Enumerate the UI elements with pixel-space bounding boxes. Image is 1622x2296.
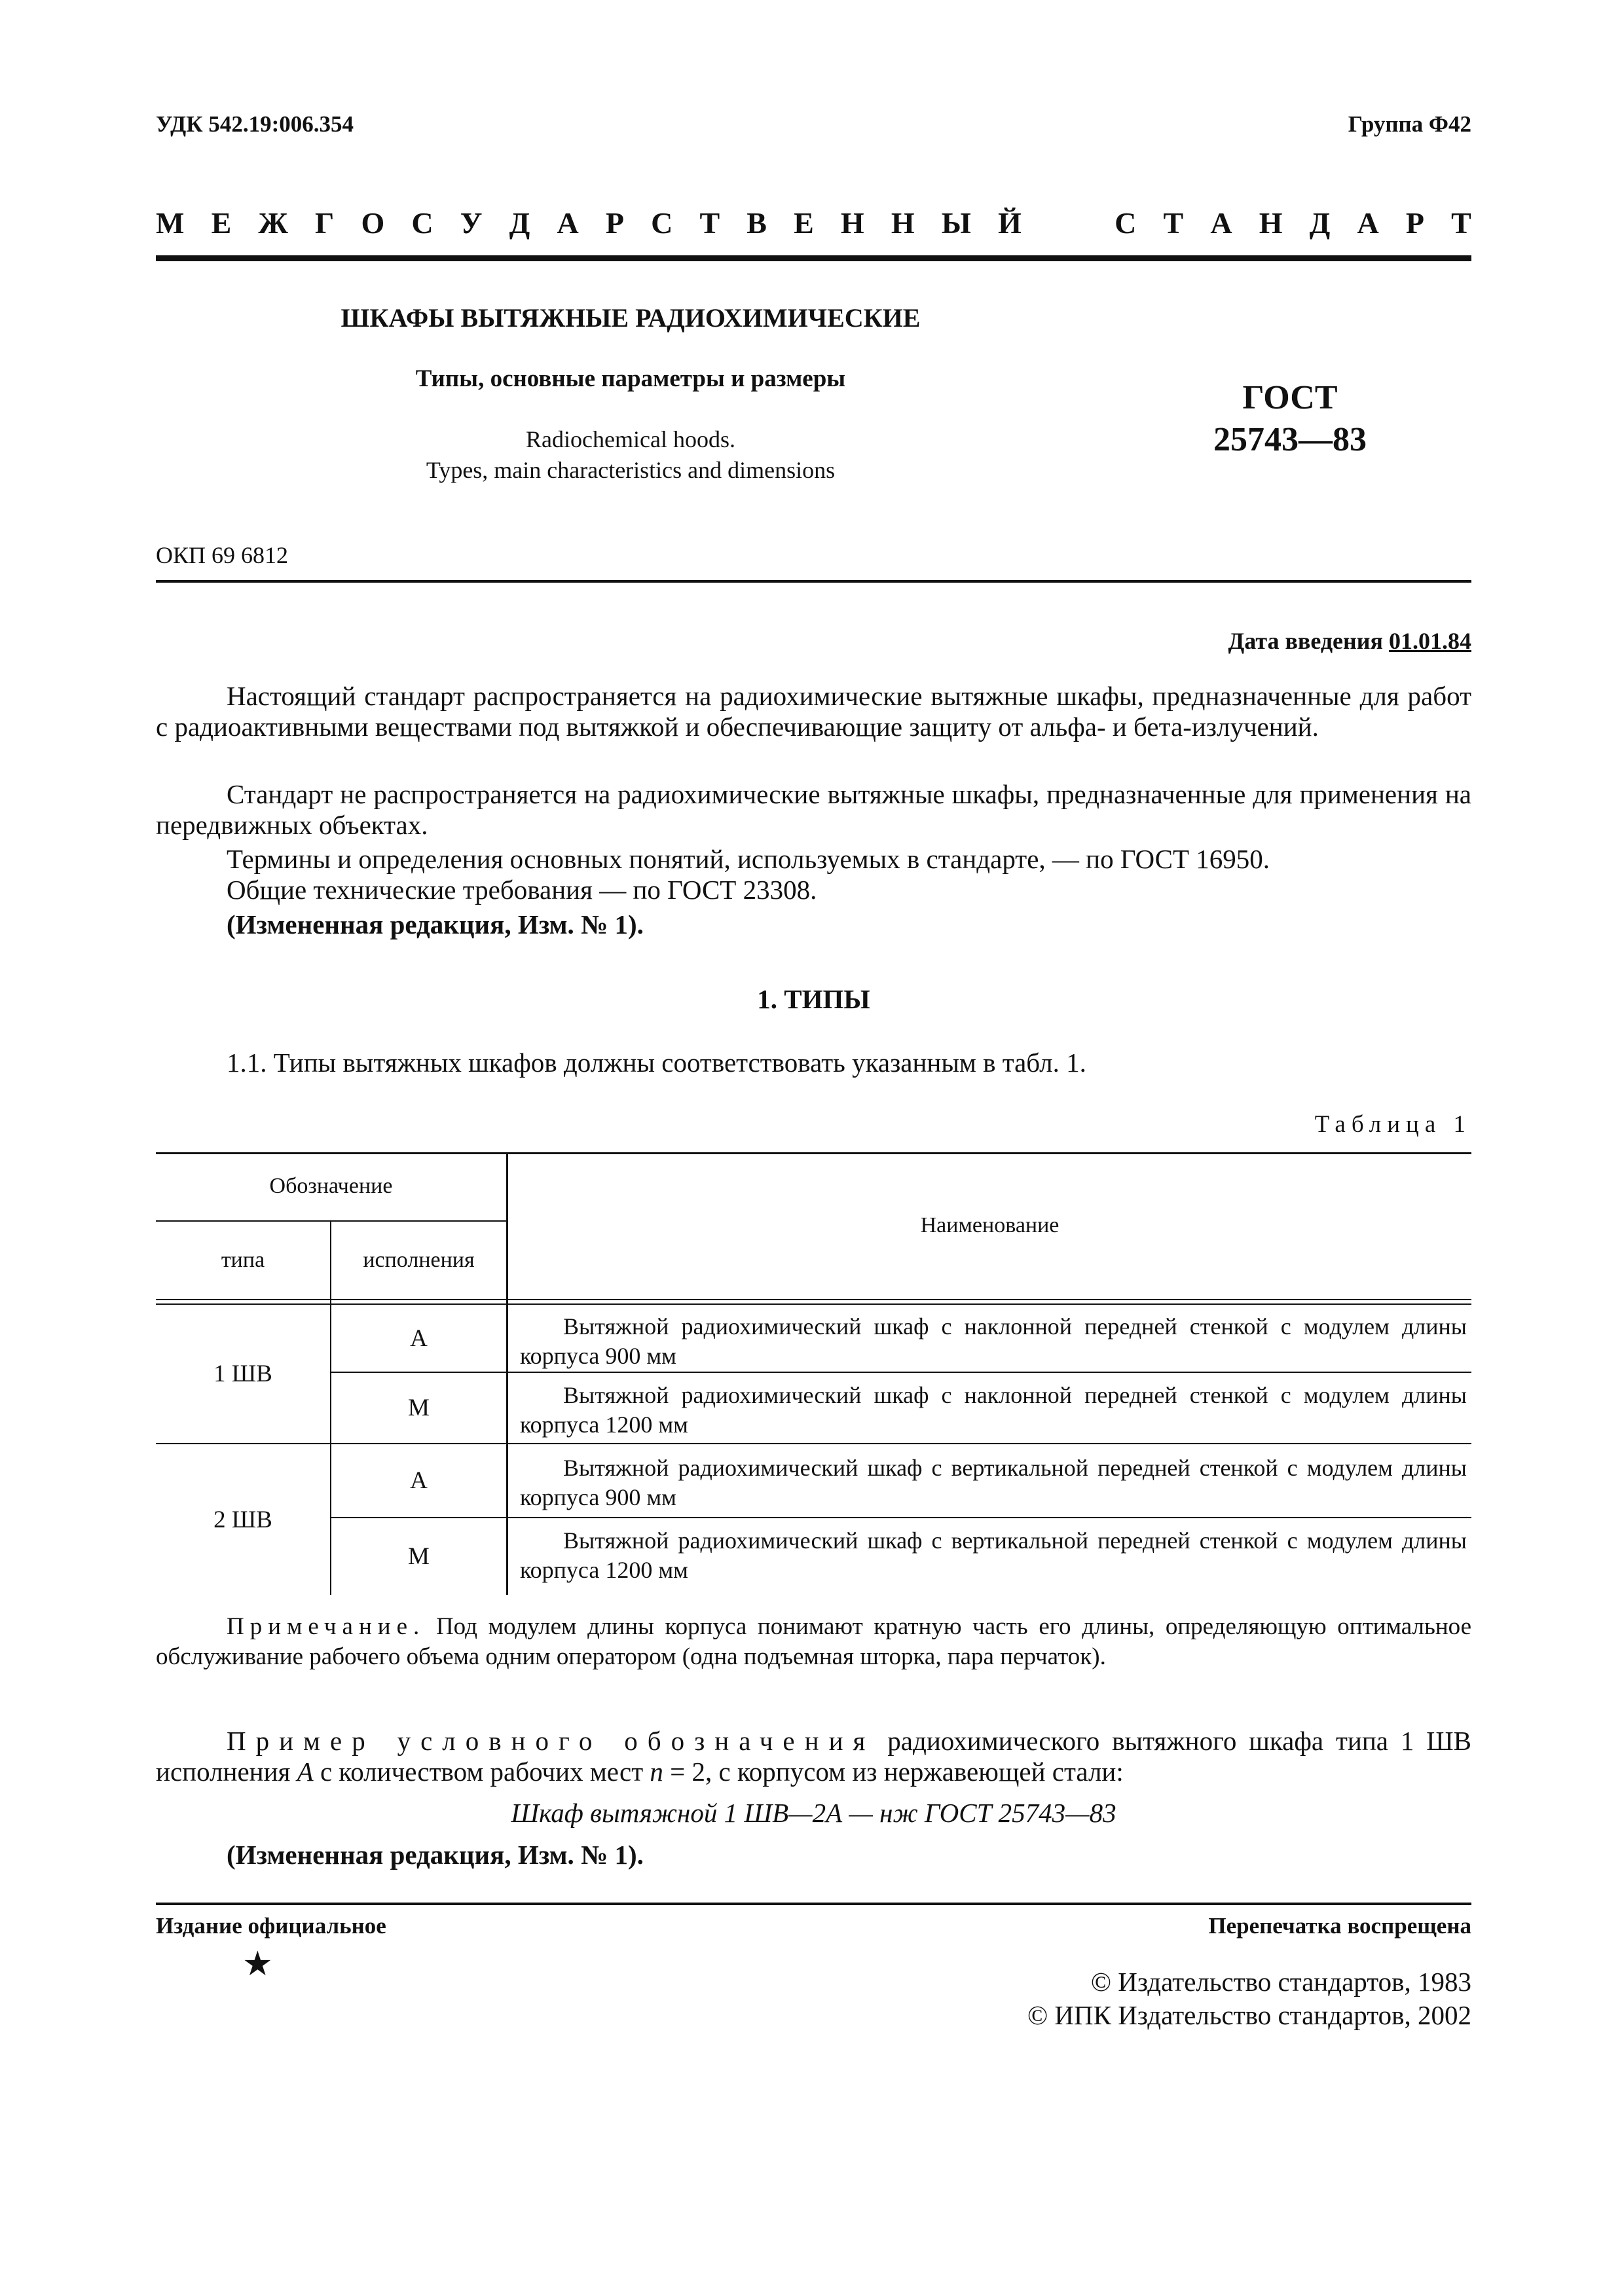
heading-letter: Ы xyxy=(941,206,971,240)
group-code: Группа Ф42 xyxy=(1348,111,1471,137)
middle-rule xyxy=(156,580,1471,583)
version-cell: А xyxy=(410,1467,428,1494)
table-note xyxy=(156,1612,1471,1672)
heading-letter: Т xyxy=(1451,206,1471,240)
gost-number: 25743—83 xyxy=(1213,421,1367,458)
heading-letter: Н xyxy=(840,206,864,240)
heading-letter: С xyxy=(411,206,433,240)
heading-letter: С xyxy=(1115,206,1137,240)
introduction-date xyxy=(1228,627,1472,655)
gost-label: ГОСТ xyxy=(1242,379,1338,416)
type-cell: 2 ШВ xyxy=(213,1506,272,1533)
heading-letter: У xyxy=(460,206,483,240)
header-designation: Обозначение xyxy=(269,1174,393,1198)
udk-code: УДК 542.19:006.354 xyxy=(156,111,354,137)
name-cell: Вытяжной радиохимический шкаф с вертикальной передней стенкой с модулем длины корпуса 900 мм xyxy=(520,1455,1467,1510)
table-caption: Таблица 1 xyxy=(1314,1111,1471,1138)
document-title: ШКАФЫ ВЫТЯЖНЫЕ РАДИОХИМИЧЕСКИЕ xyxy=(341,303,921,333)
heading-letter: Д xyxy=(509,206,530,240)
example-label: Пример условного обозначения xyxy=(227,1726,876,1756)
table-header-double-line-1 xyxy=(156,1299,1471,1300)
example-text-1: радиохимического вытяжного шкафа типа 1 ШВ исполнения xyxy=(156,1726,1472,1787)
version-cell: М xyxy=(408,1543,430,1570)
heading-letter: М xyxy=(156,206,185,240)
heading-letter: С xyxy=(651,206,673,240)
heading-letter: В xyxy=(746,206,767,240)
interstate-standard-heading xyxy=(156,208,1471,238)
note-label: Примечание. xyxy=(227,1613,426,1640)
heading-letter: Н xyxy=(1259,206,1283,240)
heading-letter: Р xyxy=(605,206,624,240)
heading-word-gap xyxy=(1048,208,1088,238)
official-edition: Издание официальное xyxy=(156,1913,386,1939)
heading-letter: А xyxy=(1210,206,1232,240)
heading-letter: Е xyxy=(794,206,814,240)
introduction-date-value: 01.01.84 xyxy=(1389,628,1471,654)
heading-letter: Д xyxy=(1309,206,1331,240)
english-title-line-1: Radiochemical hoods. xyxy=(526,426,735,452)
copyright-1983: © Издательство стандартов, 1983 xyxy=(1090,1967,1471,1997)
name-cell: Вытяжной радиохимический шкаф с вертикальной передней стенкой с модулем длины корпуса 1200 мм xyxy=(520,1527,1467,1583)
example-text-3: = 2, с корпусом из нержавеющей стали: xyxy=(670,1757,1124,1787)
heading-letter: Н xyxy=(891,206,915,240)
heading-letter: А xyxy=(557,206,579,240)
version-cell: А xyxy=(410,1324,428,1352)
heading-letter: Й xyxy=(998,206,1022,240)
paragraph-1-1: 1.1. Типы вытяжных шкафов должны соответствовать указанным в табл. 1. xyxy=(227,1048,1086,1078)
paragraph-scope: Настоящий стандарт распространяется на радиохимические вытяжные шкафы, предназначенные для работ с радиоактивными веществами под вытяжкой и обеспечивающие защиту от альфа- и бета-излучений. xyxy=(156,681,1471,742)
designation-example xyxy=(156,1726,1471,1787)
version-cell: М xyxy=(408,1394,430,1421)
english-title-line-2: Types, main characteristics and dimensions xyxy=(426,457,836,483)
heading-letter: Т xyxy=(1163,206,1184,240)
type-cell: 1 ШВ xyxy=(213,1360,272,1387)
bottom-rule xyxy=(156,1903,1471,1905)
section-heading: 1. ТИПЫ xyxy=(757,984,870,1014)
star-icon: ★ xyxy=(242,1944,273,1984)
document-subtitle: Типы, основные параметры и размеры xyxy=(415,365,846,392)
header-type: типа xyxy=(221,1248,265,1272)
paragraph-exclusion: Стандарт не распространяется на радиохимические вытяжные шкафы, предназначенные для применения на передвижных объектах. xyxy=(156,779,1471,840)
heading-letter: Е xyxy=(211,206,232,240)
header-version: исполнения xyxy=(363,1248,475,1272)
paragraph-requirements: Общие технические требования — по ГОСТ 23308. xyxy=(227,875,817,905)
copyright-2002: © ИПК Издательство стандартов, 2002 xyxy=(1027,2000,1471,2030)
heading-letter: Г xyxy=(315,206,335,240)
heading-letter: Ж xyxy=(258,206,288,240)
header-name: Наименование xyxy=(920,1213,1060,1237)
okp-code: ОКП 69 6812 xyxy=(156,542,289,568)
amendment-note-2: (Измененная редакция, Изм. № 1). xyxy=(227,1840,644,1870)
amendment-note: (Измененная редакция, Изм. № 1). xyxy=(227,909,644,939)
paragraph-terms: Термины и определения основных понятий, используемых в стандарте, — по ГОСТ 16950. xyxy=(227,844,1270,874)
top-rule xyxy=(156,255,1471,261)
example-text-2: с количеством рабочих мест xyxy=(320,1757,644,1787)
heading-letter: Р xyxy=(1405,206,1424,240)
example-designation: Шкаф вытяжной 1 ШВ—2А — нж ГОСТ 25743—83 xyxy=(511,1798,1116,1828)
name-cell: Вытяжной радиохимический шкаф с наклонной передней стенкой с модулем длины корпуса 900 мм xyxy=(520,1313,1467,1369)
name-cell: Вытяжной радиохимический шкаф с наклонной передней стенкой с модулем длины корпуса 1200 мм xyxy=(520,1382,1467,1438)
heading-letter: А xyxy=(1357,206,1379,240)
note-text: Под модулем длины корпуса понимают кратную часть его длины, определяющую оптимальное обслуживание рабочего объема одним оператором (одна подъемная шторка, пара перчаток). xyxy=(156,1613,1471,1670)
heading-letter: Т xyxy=(699,206,720,240)
reprint-prohibited: Перепечатка воспрещена xyxy=(1208,1913,1471,1939)
example-variable-a: А xyxy=(297,1757,314,1787)
introduction-date-label: Дата введения xyxy=(1228,628,1383,654)
example-variable-n: n xyxy=(650,1757,663,1787)
heading-letter: О xyxy=(361,206,385,240)
